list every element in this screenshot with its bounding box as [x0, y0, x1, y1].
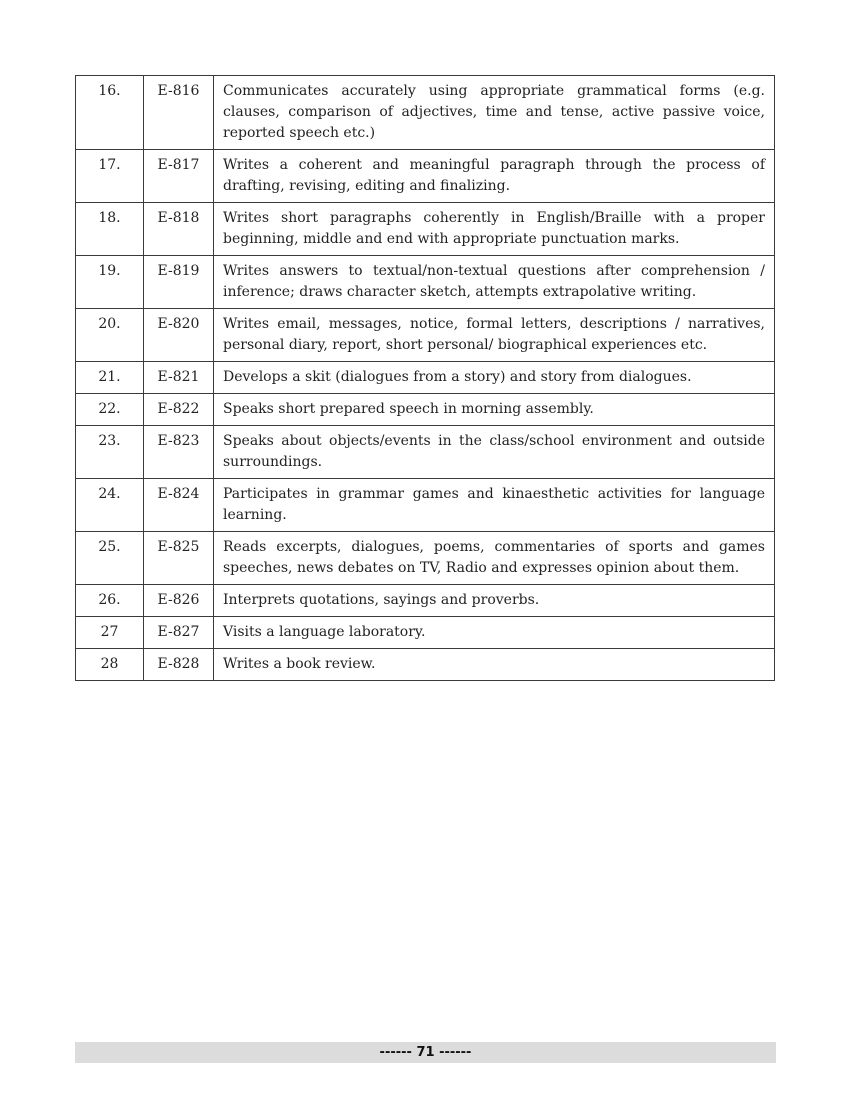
outcome-code: E-816 — [144, 76, 214, 150]
outcome-description: Writes answers to textual/non-textual questions after comprehension / inference; draws character sketch, attempts extrapolative writing. — [214, 256, 775, 309]
table-row — [76, 617, 775, 649]
table-body — [76, 76, 775, 681]
outcome-description: Speaks about objects/events in the class/school environment and outside surroundings. — [214, 426, 775, 479]
table-row — [76, 479, 775, 532]
outcome-description: Writes email, messages, notice, formal letters, descriptions / narratives, personal diary, report, short personal/ biographical experiences etc. — [214, 309, 775, 362]
outcome-description: Visits a language laboratory. — [214, 617, 775, 649]
row-number: 19. — [76, 256, 144, 309]
outcome-description: Communicates accurately using appropriate grammatical forms (e.g. clauses, comparison of adjectives, time and tense, active passive voice, reported speech etc.) — [214, 76, 775, 150]
table-row — [76, 76, 775, 150]
row-number: 18. — [76, 203, 144, 256]
table-row — [76, 585, 775, 617]
outcome-code: E-822 — [144, 394, 214, 426]
outcome-description: Develops a skit (dialogues from a story) and story from dialogues. — [214, 362, 775, 394]
outcome-description: Interprets quotations, sayings and proverbs. — [214, 585, 775, 617]
outcome-code: E-826 — [144, 585, 214, 617]
row-number: 28 — [76, 649, 144, 681]
page-number: ------ 71 ------ — [379, 1045, 472, 1060]
row-number: 27 — [76, 617, 144, 649]
outcome-code: E-827 — [144, 617, 214, 649]
row-number: 26. — [76, 585, 144, 617]
outcome-code: E-818 — [144, 203, 214, 256]
row-number: 21. — [76, 362, 144, 394]
outcome-code: E-828 — [144, 649, 214, 681]
outcome-code: E-824 — [144, 479, 214, 532]
page-footer — [75, 1042, 776, 1063]
table-row — [76, 150, 775, 203]
learning-outcomes-table — [75, 75, 775, 681]
row-number: 16. — [76, 76, 144, 150]
outcome-description: Writes a book review. — [214, 649, 775, 681]
table-row — [76, 394, 775, 426]
table-row — [76, 203, 775, 256]
row-number: 22. — [76, 394, 144, 426]
table-row — [76, 532, 775, 585]
outcome-code: E-820 — [144, 309, 214, 362]
table-row — [76, 309, 775, 362]
table-row — [76, 362, 775, 394]
row-number: 17. — [76, 150, 144, 203]
outcome-code: E-825 — [144, 532, 214, 585]
row-number: 20. — [76, 309, 144, 362]
outcome-description: Speaks short prepared speech in morning assembly. — [214, 394, 775, 426]
outcome-description: Writes a coherent and meaningful paragraph through the process of drafting, revising, editing and finalizing. — [214, 150, 775, 203]
outcome-code: E-819 — [144, 256, 214, 309]
row-number: 25. — [76, 532, 144, 585]
table-row — [76, 426, 775, 479]
outcome-code: E-821 — [144, 362, 214, 394]
row-number: 24. — [76, 479, 144, 532]
row-number: 23. — [76, 426, 144, 479]
outcome-code: E-823 — [144, 426, 214, 479]
table-row — [76, 649, 775, 681]
outcome-description: Reads excerpts, dialogues, poems, commentaries of sports and games speeches, news debates on TV, Radio and expresses opinion about them. — [214, 532, 775, 585]
outcome-description: Participates in grammar games and kinaesthetic activities for language learning. — [214, 479, 775, 532]
outcome-description: Writes short paragraphs coherently in English/Braille with a proper beginning, middle and end with appropriate punctuation marks. — [214, 203, 775, 256]
table-row — [76, 256, 775, 309]
outcome-code: E-817 — [144, 150, 214, 203]
